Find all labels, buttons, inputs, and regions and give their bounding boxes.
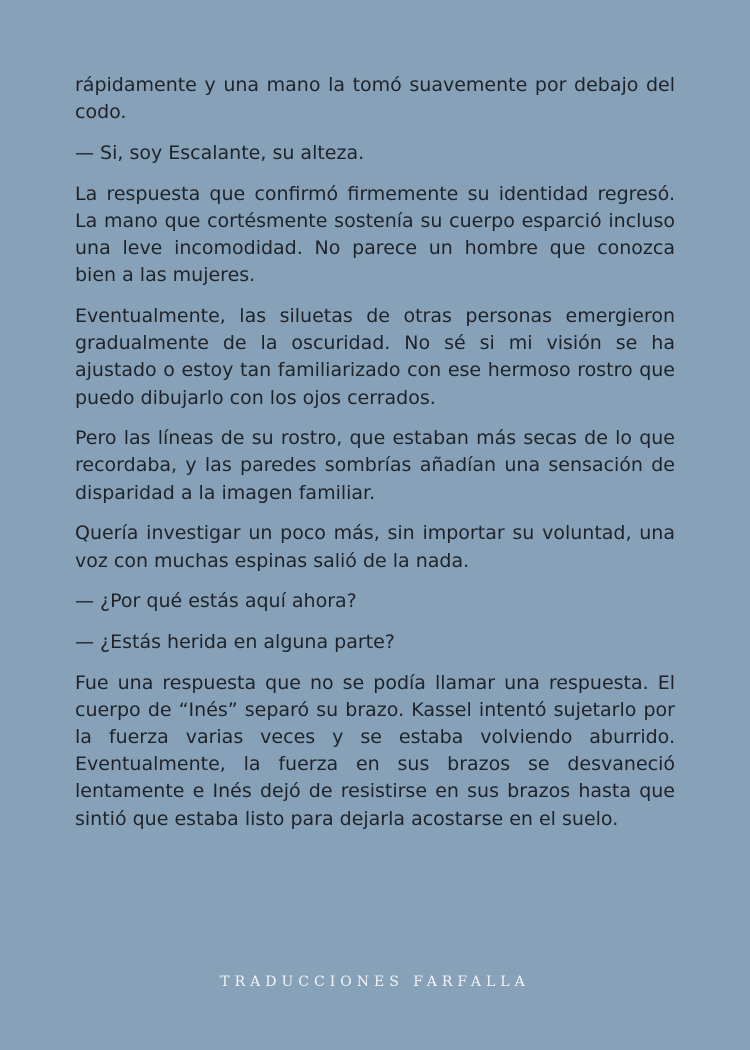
paragraph: La respuesta que confirmó firmemente su identidad regresó. La mano que cortésmente sostenía su cuerpo esparció incluso una leve incomodidad. No parece un hombre que conozca bien a las mujeres. [75, 182, 675, 287]
paragraph: Fue una respuesta que no se podía llamar una respuesta. El cuerpo de “Inés” separó su brazo. Kassel intentó sujetarlo por la fuerza varias veces y se estaba volviendo aburrido. Eventualmente, la fuerza en sus brazos se desvaneció lentamente e Inés dejó de resistirse en sus brazos hasta que sintió que estaba listo para dejarla acostarse en el suelo. [75, 671, 675, 830]
paragraph: Pero las líneas de su rostro, que estaban más secas de lo que recordaba, y las paredes sombrías añadían una sensación de disparidad a la imagen familiar. [75, 427, 675, 504]
paragraph: Quería investigar un poco más, sin importar su voluntad, una voz con muchas espinas salió de la nada. [75, 522, 675, 572]
paragraph: — ¿Por qué estás aquí ahora? [75, 590, 357, 613]
paragraph: rápidamente y una mano la tomó suavemente por debajo del codo. [75, 74, 675, 124]
paragraph: — ¿Estás herida en alguna parte? [75, 630, 395, 653]
page-body-text [75, 72, 675, 846]
page-footer-credit: TRADUCCIONES FARFALLA [220, 974, 530, 990]
paragraph: — Si, soy Escalante, su alteza. [75, 141, 365, 164]
paragraph: Eventualmente, las siluetas de otras personas emergieron gradualmente de la oscuridad. No sé si mi visión se ha ajustado o estoy tan familiarizado con ese hermoso rostro que puedo dibujarlo con los ojos cerrados. [75, 304, 675, 409]
